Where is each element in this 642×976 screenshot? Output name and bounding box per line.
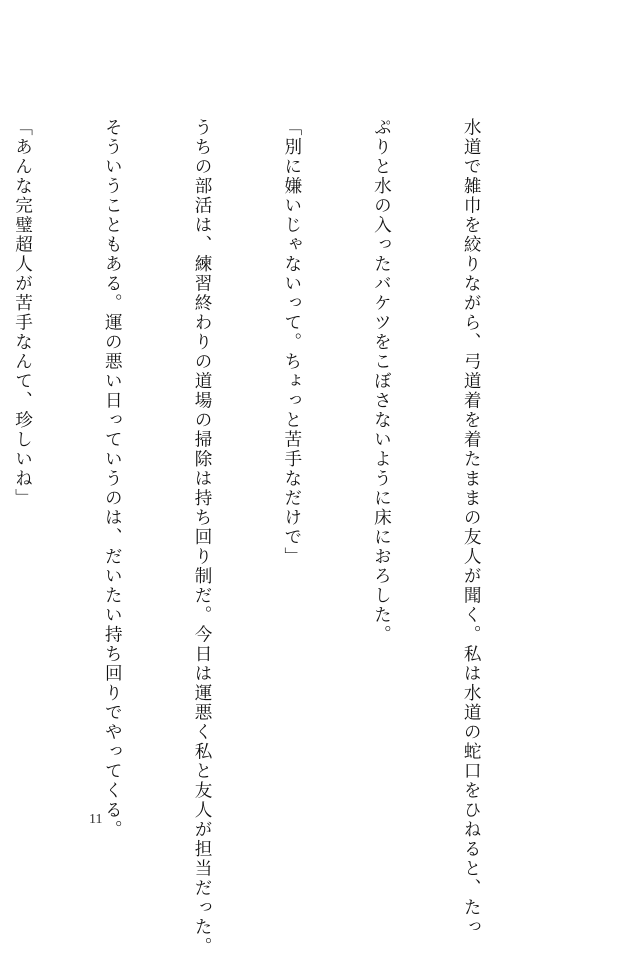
text-line-1: 水道で雑巾を絞りながら、弓道着を着たままの友人が聞く。私は水道の蛇口をひねると、たっ <box>461 118 482 937</box>
text-line-3: 「別に嫌いじゃないって。ちょっと苦手なだけで」 <box>281 118 302 567</box>
text-line-6: 「あんな完璧超人が苦手なんて、珍しいね」 <box>12 118 33 508</box>
text-line-4: うちの部活は、練習終わりの道場の掃除は持ち回り制だ。今日は運悪く私と友人が担当だった。 <box>192 118 213 957</box>
text-line-5: そういうこともある。運の悪い日っていうのは、だいたい持ち回りでやってくる。 <box>102 118 123 840</box>
text-line-2: ぷりと水の入ったバケツをこぼさないように床におろした。 <box>371 118 392 645</box>
page-number: 11 <box>89 812 103 827</box>
